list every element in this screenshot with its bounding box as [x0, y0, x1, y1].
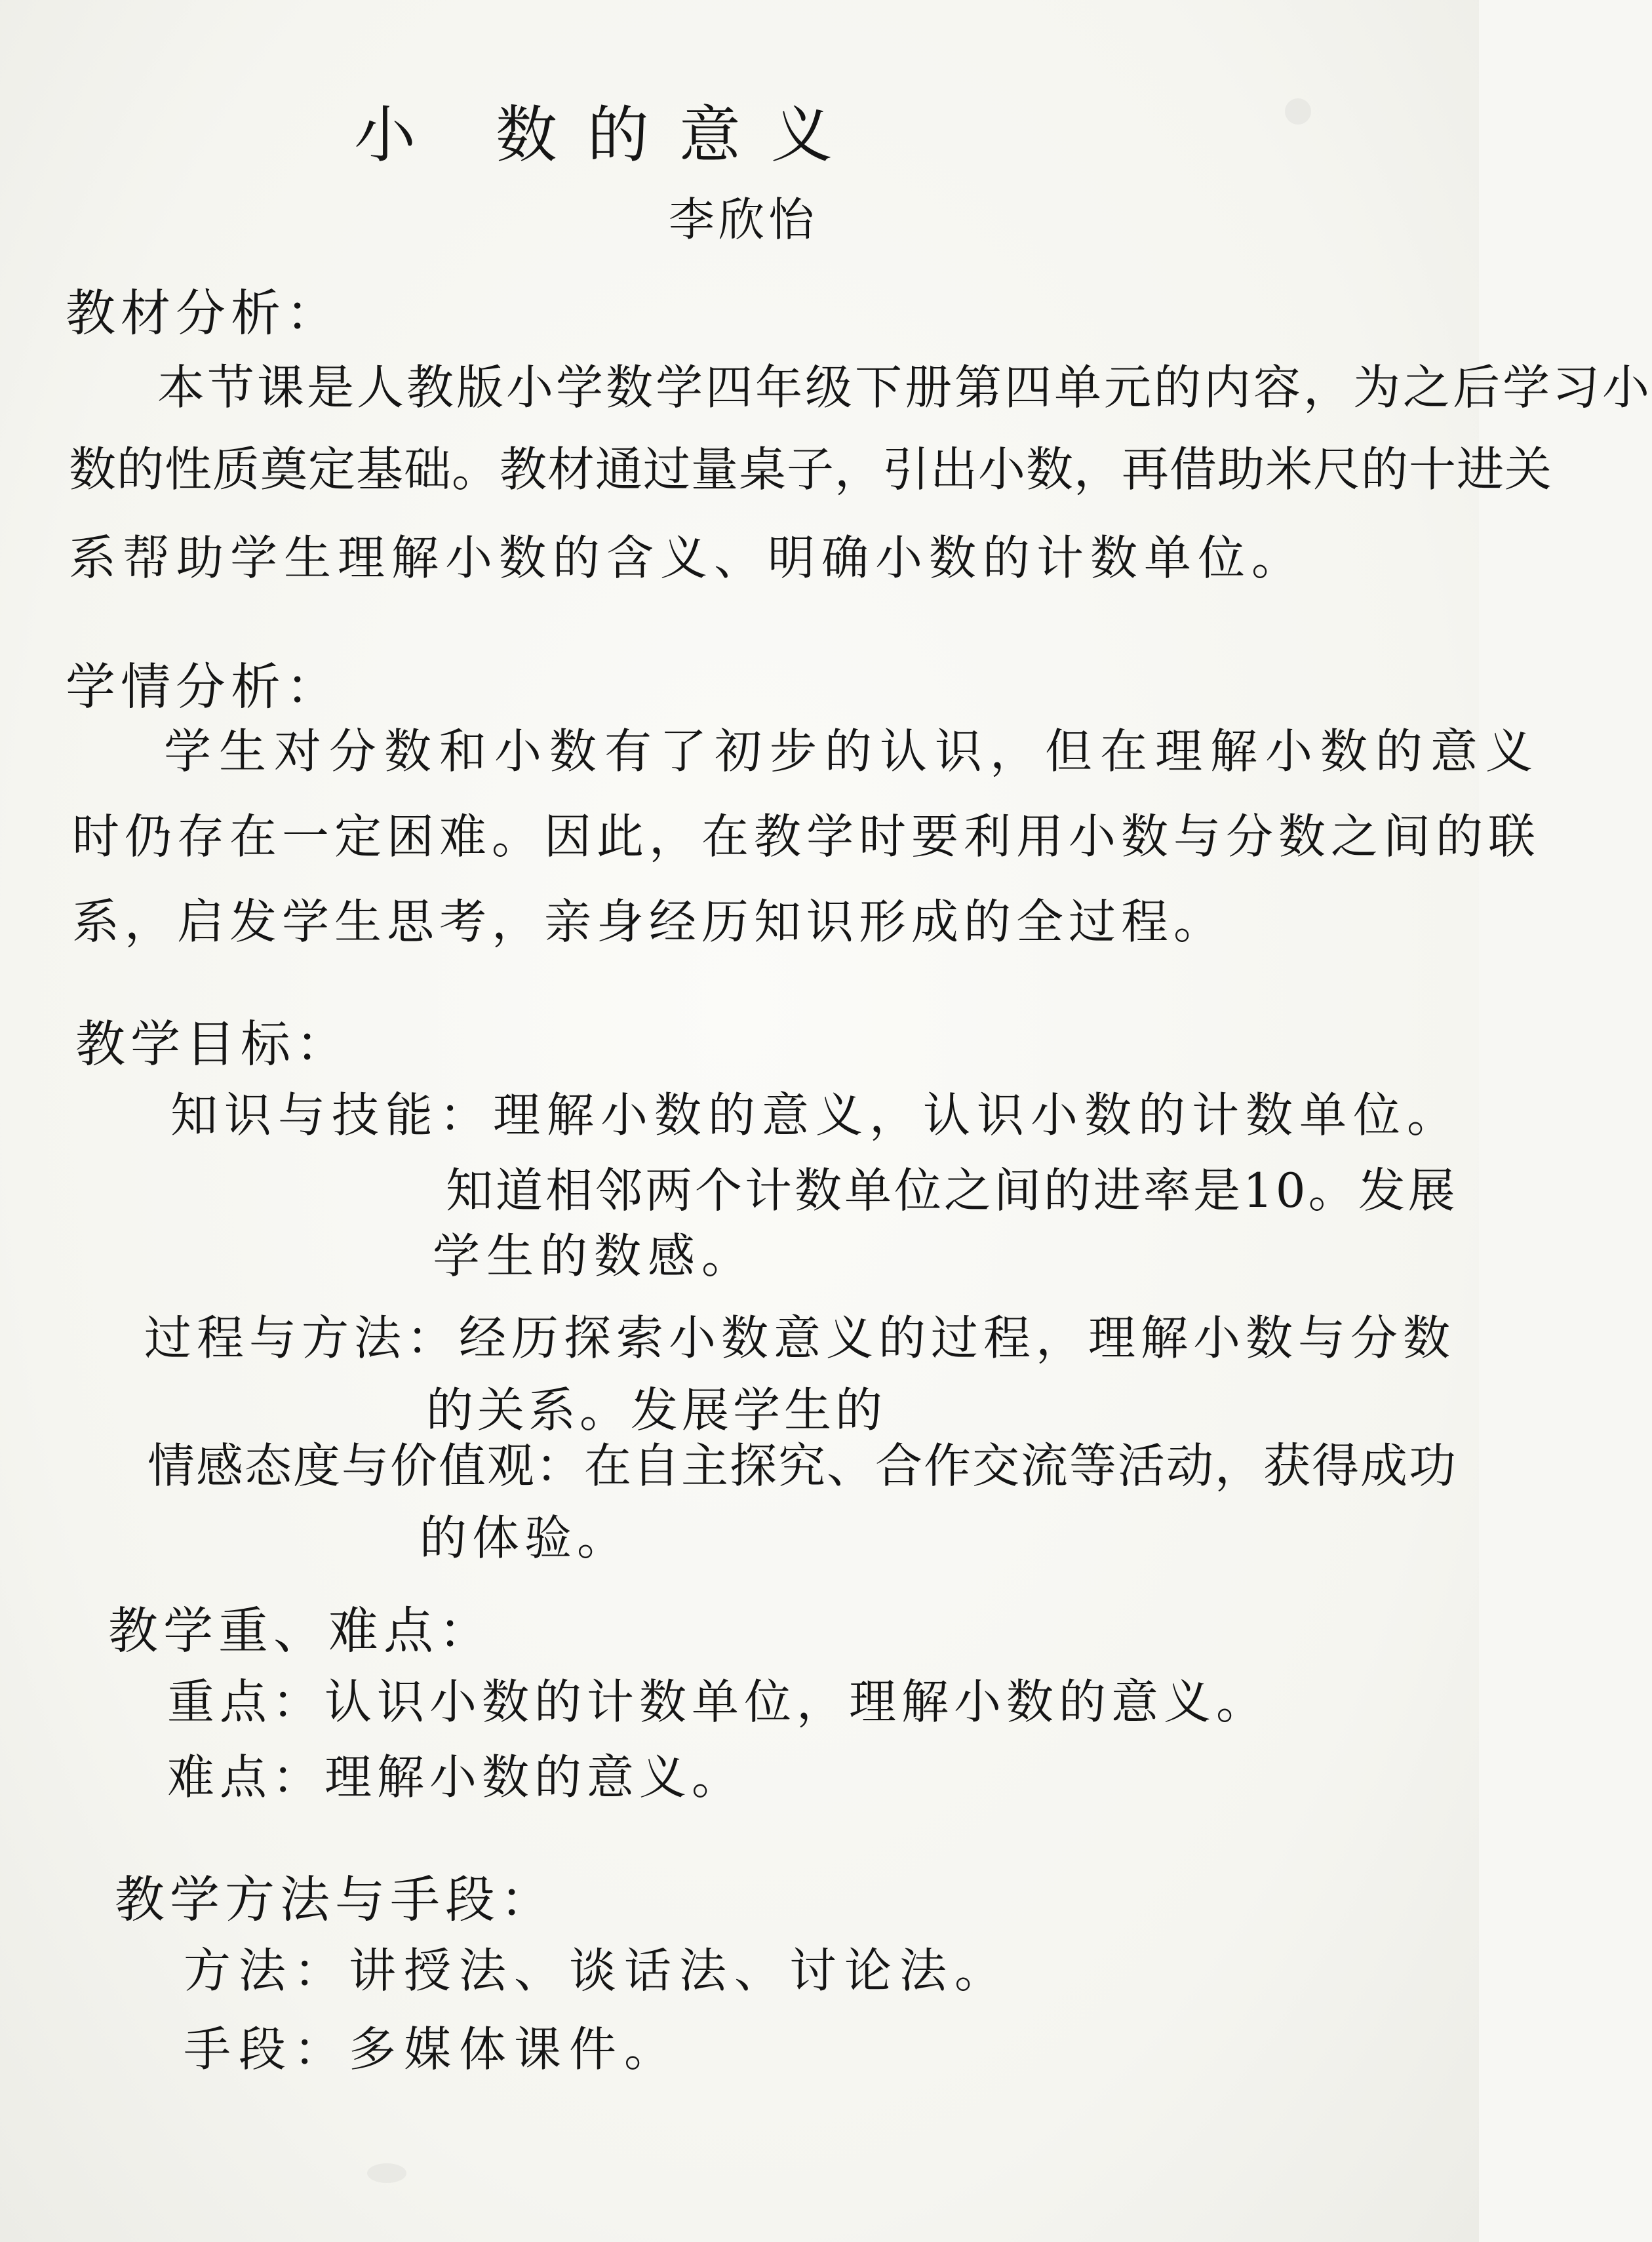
methods-line-2: 手段：多媒体课件。 — [184, 2022, 680, 2077]
goals-line-7: 的体验。 — [420, 1510, 630, 1565]
material-line-1: 本节课是人教版小学数学四年级下册第四单元的内容，为之后学习小 — [157, 360, 1652, 415]
goals-line-4: 过程与方法：经历探索小数意义的过程，理解小数与分数 — [144, 1310, 1456, 1366]
students-line-3: 系，启发学生思考，亲身经历知识形成的全过程。 — [72, 894, 1227, 949]
goals-line-1: 知识与技能：理解小数的意义，认识小数的计数单位。 — [170, 1088, 1461, 1143]
section-heading-methods: 教学方法与手段： — [115, 1870, 555, 1929]
keypoints-line-1: 重点：认识小数的计数单位，理解小数的意义。 — [167, 1674, 1269, 1729]
material-line-3: 系帮助学生理解小数的含义、明确小数的计数单位。 — [69, 530, 1306, 585]
students-line-1: 学生对分数和小数有了初步的认识，但在理解小数的意义 — [164, 724, 1541, 779]
section-heading-goals: 教学目标： — [75, 1015, 351, 1073]
section-heading-material: 教材分析： — [66, 284, 341, 342]
goals-line-2: 知道相邻两个计数单位之间的进率是10。发展 — [446, 1163, 1458, 1218]
page-title: 小 数的意义 — [354, 100, 863, 171]
methods-line-1: 方法：讲授法、谈话法、讨论法。 — [184, 1943, 1010, 1998]
section-heading-students: 学情分析： — [66, 658, 341, 716]
goals-line-3: 学生的数感。 — [433, 1229, 756, 1284]
goals-line-5: 的关系。发展学生的 — [426, 1383, 887, 1438]
section-heading-keypoints: 教学重、难点： — [108, 1602, 494, 1660]
author-name: 李欣怡 — [669, 193, 818, 246]
material-line-2: 数的性质奠定基础。教材通过量桌子，引出小数，再借助米尺的十进关 — [69, 442, 1553, 497]
keypoints-line-2: 难点：理解小数的意义。 — [167, 1750, 745, 1805]
students-line-2: 时仍存在一定困难。因此，在教学时要利用小数与分数之间的联 — [72, 809, 1541, 864]
goals-line-6: 情感态度与价值观：在自主探究、合作交流等活动，获得成功 — [148, 1438, 1458, 1493]
